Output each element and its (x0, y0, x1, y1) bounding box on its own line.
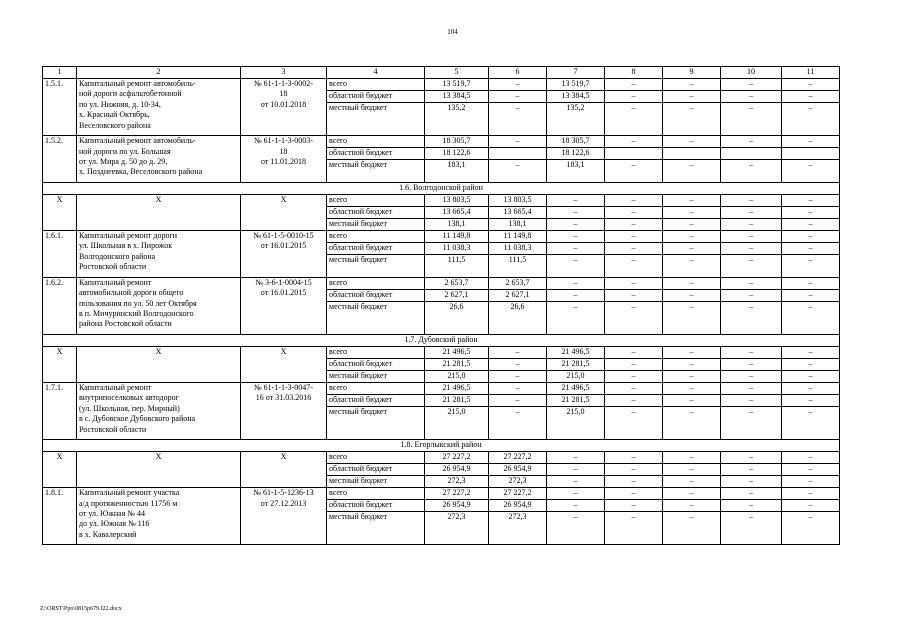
amount-cell: 13 384,5 (547, 91, 605, 103)
amount-cell: – (721, 277, 782, 289)
section-row (43, 182, 840, 194)
amount-cell: – (547, 254, 605, 277)
amount-cell: 2 627,1 (425, 289, 489, 301)
amount-cell: 21 496,5 (547, 382, 605, 394)
amount-cell: – (663, 254, 721, 277)
amount-cell (489, 148, 547, 160)
amount-cell: – (721, 230, 782, 242)
amount-cell: – (547, 452, 605, 464)
section-title: 1.8. Егорлыкский район (43, 440, 840, 452)
amount-cell: – (782, 206, 840, 218)
amount-cell: – (721, 160, 782, 183)
amount-cell: – (663, 206, 721, 218)
header-cell: 11 (782, 67, 840, 79)
amount-cell: – (721, 358, 782, 370)
amount-cell: – (547, 194, 605, 206)
amount-cell: – (605, 160, 663, 183)
amount-cell: – (663, 277, 721, 289)
amount-cell: – (605, 230, 663, 242)
amount-cell: – (663, 370, 721, 382)
budget-source: местный бюджет (327, 160, 425, 183)
amount-cell: – (782, 464, 840, 476)
header-cell: 1 (43, 67, 77, 79)
header-cell: 9 (663, 67, 721, 79)
amount-cell: – (663, 382, 721, 394)
table-row (43, 79, 840, 91)
table-row (43, 452, 840, 464)
amount-cell: – (547, 488, 605, 500)
header-cell: 7 (547, 67, 605, 79)
amount-cell: – (605, 512, 663, 545)
amount-cell: 138,1 (425, 218, 489, 230)
amount-cell: – (489, 79, 547, 91)
amount-cell: – (605, 301, 663, 334)
amount-cell: – (721, 218, 782, 230)
table-row (43, 194, 840, 206)
amount-cell: 27 227,2 (489, 488, 547, 500)
amount-cell: – (489, 346, 547, 358)
amount-cell: – (605, 277, 663, 289)
row-name: Капитальный ремонт дороги ул. Школьная в х. Пирожок Волгодонского района Ростовской области (77, 230, 241, 277)
table-body (43, 67, 840, 545)
header-cell: 5 (425, 67, 489, 79)
budget-source: всего (327, 346, 425, 358)
amount-cell: – (782, 254, 840, 277)
amount-cell: – (489, 103, 547, 136)
amount-cell: – (782, 512, 840, 545)
row-document: № 61-1-1-3-0002- 18 от 10.01.2018 (241, 79, 327, 136)
budget-table (42, 66, 840, 545)
row-document: № 61-1-5-0010-15 от 16.01.2015 (241, 230, 327, 277)
row-id: 1.7.1. (43, 382, 77, 439)
amount-cell: 272,3 (425, 512, 489, 545)
amount-cell: – (782, 358, 840, 370)
amount-cell: – (782, 136, 840, 148)
section-title: 1.7. Дубовский район (43, 334, 840, 346)
table-row (43, 230, 840, 242)
amount-cell: – (782, 500, 840, 512)
budget-source: всего (327, 194, 425, 206)
amount-cell: – (721, 500, 782, 512)
amount-cell: – (721, 194, 782, 206)
amount-cell: 111,5 (425, 254, 489, 277)
amount-cell: 13 519,7 (547, 79, 605, 91)
row-id: Х (43, 346, 77, 382)
amount-cell: – (489, 394, 547, 406)
amount-cell: – (782, 476, 840, 488)
amount-cell: 21 281,5 (425, 394, 489, 406)
row-document: № 61-1-1-3-0003- 18 от 11.01.2018 (241, 136, 327, 183)
budget-source: всего (327, 230, 425, 242)
amount-cell: 26 954,9 (489, 500, 547, 512)
row-id: 1.5.1. (43, 79, 77, 136)
header-cell: 6 (489, 67, 547, 79)
table-row (43, 382, 840, 394)
amount-cell: 215,0 (547, 406, 605, 439)
amount-cell: 183,1 (547, 160, 605, 183)
amount-cell: – (605, 346, 663, 358)
amount-cell: – (605, 476, 663, 488)
amount-cell: – (605, 103, 663, 136)
budget-source: местный бюджет (327, 103, 425, 136)
amount-cell: 21 496,5 (425, 382, 489, 394)
amount-cell: 135,2 (425, 103, 489, 136)
amount-cell: – (721, 136, 782, 148)
amount-cell: – (605, 136, 663, 148)
amount-cell: – (663, 91, 721, 103)
amount-cell: – (547, 464, 605, 476)
amount-cell: – (721, 79, 782, 91)
amount-cell (663, 148, 721, 160)
budget-source: местный бюджет (327, 476, 425, 488)
amount-cell: – (605, 242, 663, 254)
amount-cell: – (663, 476, 721, 488)
row-document: № 61-1-5-1236-13 от 27.12.2013 (241, 488, 327, 545)
row-id: 1.6.2. (43, 277, 77, 334)
amount-cell: – (663, 358, 721, 370)
amount-cell: 215,0 (425, 406, 489, 439)
amount-cell: – (782, 242, 840, 254)
amount-cell: – (782, 79, 840, 91)
row-document: Х (241, 194, 327, 230)
amount-cell: – (547, 500, 605, 512)
budget-source: местный бюджет (327, 406, 425, 439)
amount-cell: – (663, 230, 721, 242)
amount-cell: – (605, 394, 663, 406)
amount-cell: – (605, 452, 663, 464)
row-name: Капитальный ремонт автомобиль- ной дороги асфальтобетонной по ул. Нижняя, д. 10-34, х. Красный Октябрь, Веселовского района (77, 79, 241, 136)
amount-cell: – (663, 160, 721, 183)
page-number: 104 (447, 28, 458, 36)
amount-cell: 13 803,5 (489, 194, 547, 206)
amount-cell: – (721, 206, 782, 218)
amount-cell: 272,3 (489, 476, 547, 488)
amount-cell: – (605, 370, 663, 382)
budget-source: областной бюджет (327, 206, 425, 218)
amount-cell: 21 496,5 (425, 346, 489, 358)
amount-cell: 18 305,7 (425, 136, 489, 148)
amount-cell (721, 148, 782, 160)
header-cell: 10 (721, 67, 782, 79)
amount-cell: – (605, 382, 663, 394)
amount-cell: 27 227,2 (489, 452, 547, 464)
budget-source: областной бюджет (327, 242, 425, 254)
row-id: 1.8.1. (43, 488, 77, 545)
amount-cell: – (663, 406, 721, 439)
amount-cell: 2 653,7 (425, 277, 489, 289)
amount-cell: 135,2 (547, 103, 605, 136)
amount-cell: 13 384,5 (425, 91, 489, 103)
amount-cell: – (605, 500, 663, 512)
amount-cell: – (663, 79, 721, 91)
amount-cell: – (663, 194, 721, 206)
amount-cell: – (489, 382, 547, 394)
amount-cell: 215,0 (547, 370, 605, 382)
amount-cell: 11 038,3 (489, 242, 547, 254)
row-document: Х (241, 346, 327, 382)
budget-source: местный бюджет (327, 218, 425, 230)
amount-cell: – (721, 382, 782, 394)
amount-cell: – (663, 301, 721, 334)
file-path: Z:\ORST\Ppo\0815p679.f22.docx (40, 606, 122, 612)
section-row (43, 334, 840, 346)
budget-source: всего (327, 277, 425, 289)
amount-cell: – (721, 301, 782, 334)
amount-cell: – (721, 406, 782, 439)
amount-cell: – (721, 394, 782, 406)
budget-source: всего (327, 488, 425, 500)
amount-cell: – (663, 394, 721, 406)
amount-cell: – (721, 370, 782, 382)
amount-cell: 138,1 (489, 218, 547, 230)
row-id: 1.6.1. (43, 230, 77, 277)
amount-cell: – (663, 289, 721, 301)
amount-cell: – (782, 103, 840, 136)
amount-cell: 183,1 (425, 160, 489, 183)
amount-cell: – (663, 512, 721, 545)
amount-cell: – (663, 103, 721, 136)
budget-source: всего (327, 136, 425, 148)
amount-cell: – (721, 488, 782, 500)
amount-cell: – (605, 406, 663, 439)
amount-cell: – (605, 218, 663, 230)
amount-cell: 18 122,6 (425, 148, 489, 160)
row-name: Х (77, 452, 241, 488)
amount-cell: – (663, 218, 721, 230)
budget-source: всего (327, 79, 425, 91)
amount-cell: 26 954,9 (425, 500, 489, 512)
amount-cell: – (721, 346, 782, 358)
amount-cell: – (782, 91, 840, 103)
amount-cell: 21 281,5 (547, 394, 605, 406)
row-document: № 61-1-1-3-0047- 16 от 31.03.2016 (241, 382, 327, 439)
budget-source: местный бюджет (327, 512, 425, 545)
row-name: Капитальный ремонт внутрипоселковых автодорог (ул. Школьная, пер. Мирный) в с. Дубовское Дубовского района Ростовской области (77, 382, 241, 439)
header-cell: 4 (327, 67, 425, 79)
amount-cell: – (663, 242, 721, 254)
budget-source: областной бюджет (327, 500, 425, 512)
amount-cell: 26 954,9 (489, 464, 547, 476)
amount-cell: 272,3 (489, 512, 547, 545)
amount-cell: 18 305,7 (547, 136, 605, 148)
amount-cell: – (605, 254, 663, 277)
amount-cell: – (605, 358, 663, 370)
amount-cell: 13 519,7 (425, 79, 489, 91)
amount-cell: 13 803,5 (425, 194, 489, 206)
amount-cell: – (721, 512, 782, 545)
amount-cell: 2 627,1 (489, 289, 547, 301)
amount-cell: – (782, 488, 840, 500)
amount-cell: – (721, 254, 782, 277)
amount-cell: – (547, 206, 605, 218)
amount-cell: 26 954,9 (425, 464, 489, 476)
amount-cell: 26,6 (489, 301, 547, 334)
header-row (43, 67, 840, 79)
amount-cell: – (547, 242, 605, 254)
budget-source: областной бюджет (327, 289, 425, 301)
amount-cell: – (547, 512, 605, 545)
amount-cell: – (489, 160, 547, 183)
amount-cell: – (663, 500, 721, 512)
budget-source: местный бюджет (327, 370, 425, 382)
header-cell: 3 (241, 67, 327, 79)
amount-cell: 111,5 (489, 254, 547, 277)
table-row (43, 277, 840, 289)
amount-cell: – (605, 206, 663, 218)
amount-cell: – (721, 452, 782, 464)
row-name: Х (77, 346, 241, 382)
amount-cell: – (782, 382, 840, 394)
row-name: Капитальный ремонт автомобильной дороги общего пользования по ул. 50 лет Октября в п. Мичуринский Волгодонского района Ростовской области (77, 277, 241, 334)
amount-cell: – (782, 370, 840, 382)
amount-cell: 11 149,8 (425, 230, 489, 242)
row-document: Х (241, 452, 327, 488)
amount-cell: – (489, 358, 547, 370)
amount-cell: – (782, 289, 840, 301)
row-name: Капитальный ремонт участка а/д протяженностью 11756 м от ул. Южная № 44 до ул. Южная № 116 в х. Кавалерский (77, 488, 241, 545)
amount-cell: 21 281,5 (425, 358, 489, 370)
budget-source: всего (327, 452, 425, 464)
amount-cell: – (782, 194, 840, 206)
table-row (43, 346, 840, 358)
amount-cell: – (721, 476, 782, 488)
table-row (43, 488, 840, 500)
row-id: Х (43, 194, 77, 230)
amount-cell: – (721, 289, 782, 301)
amount-cell: 21 281,5 (547, 358, 605, 370)
row-id: Х (43, 452, 77, 488)
amount-cell: – (721, 103, 782, 136)
budget-source: областной бюджет (327, 358, 425, 370)
amount-cell: 272,3 (425, 476, 489, 488)
amount-cell: – (782, 218, 840, 230)
amount-cell: – (782, 452, 840, 464)
row-document: № 3-6-1-0004-15 от 16.01.2015 (241, 277, 327, 334)
amount-cell: 27 227,2 (425, 452, 489, 464)
amount-cell: – (782, 277, 840, 289)
table-row (43, 136, 840, 148)
amount-cell: 27 227,2 (425, 488, 489, 500)
amount-cell: – (721, 464, 782, 476)
amount-cell: – (547, 230, 605, 242)
section-title: 1.6. Волгодонской район (43, 182, 840, 194)
budget-source: областной бюджет (327, 91, 425, 103)
amount-cell: – (605, 488, 663, 500)
amount-cell: – (489, 91, 547, 103)
amount-cell: – (782, 406, 840, 439)
budget-source: областной бюджет (327, 394, 425, 406)
amount-cell: – (489, 136, 547, 148)
budget-source: всего (327, 382, 425, 394)
amount-cell: – (782, 160, 840, 183)
amount-cell: – (782, 394, 840, 406)
header-cell: 2 (77, 67, 241, 79)
amount-cell: – (663, 488, 721, 500)
amount-cell: – (489, 370, 547, 382)
budget-source: местный бюджет (327, 254, 425, 277)
amount-cell: – (782, 346, 840, 358)
section-row (43, 440, 840, 452)
row-name: Х (77, 194, 241, 230)
amount-cell: – (721, 91, 782, 103)
amount-cell: 18 122,6 (547, 148, 605, 160)
amount-cell: – (547, 476, 605, 488)
amount-cell: 215,0 (425, 370, 489, 382)
row-name: Капитальный ремонт автомобиль- ной дороги по ул. Большая от ул. Мира д. 50 до д. 29, х. Позднеевка, Веселовского района (77, 136, 241, 183)
amount-cell: 13 665,4 (425, 206, 489, 218)
amount-cell: – (663, 464, 721, 476)
row-id: 1.5.2. (43, 136, 77, 183)
amount-cell (605, 148, 663, 160)
amount-cell: 11 038,3 (425, 242, 489, 254)
amount-cell: – (547, 218, 605, 230)
amount-cell: – (663, 346, 721, 358)
amount-cell: – (605, 79, 663, 91)
amount-cell: – (489, 406, 547, 439)
amount-cell: – (605, 289, 663, 301)
budget-source: областной бюджет (327, 464, 425, 476)
amount-cell: – (721, 242, 782, 254)
amount-cell: 13 665,4 (489, 206, 547, 218)
amount-cell (782, 148, 840, 160)
amount-cell: – (605, 194, 663, 206)
budget-source: местный бюджет (327, 301, 425, 334)
amount-cell: – (782, 230, 840, 242)
amount-cell: – (605, 91, 663, 103)
amount-cell: – (663, 136, 721, 148)
amount-cell: – (547, 289, 605, 301)
amount-cell: – (605, 464, 663, 476)
header-cell: 8 (605, 67, 663, 79)
amount-cell: – (547, 301, 605, 334)
amount-cell: – (663, 452, 721, 464)
amount-cell: 26,6 (425, 301, 489, 334)
amount-cell: – (782, 301, 840, 334)
amount-cell: 11 149,8 (489, 230, 547, 242)
budget-source: областной бюджет (327, 148, 425, 160)
amount-cell: 21 496,5 (547, 346, 605, 358)
amount-cell: – (547, 277, 605, 289)
amount-cell: 2 653,7 (489, 277, 547, 289)
